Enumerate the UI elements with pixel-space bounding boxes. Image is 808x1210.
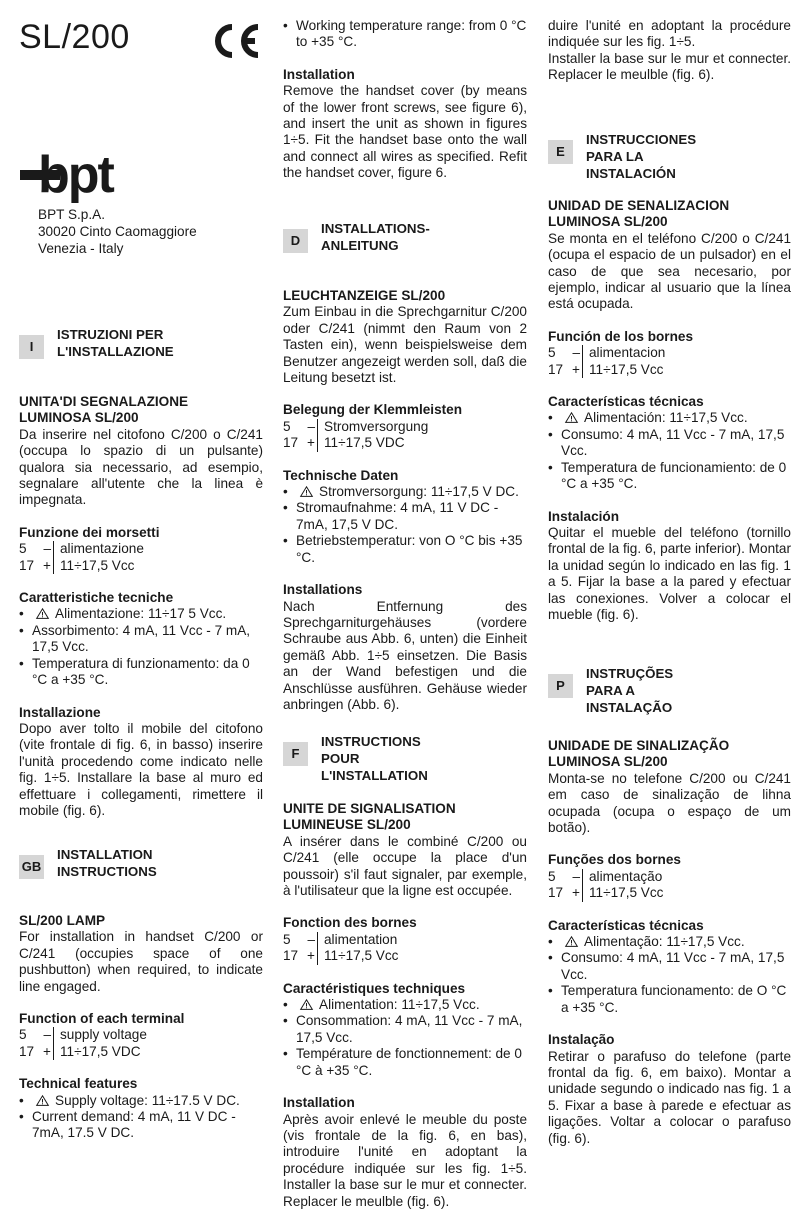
tech-heading-es: Características técnicas	[548, 394, 704, 410]
install-heading-es: Instalación	[548, 508, 620, 524]
section-body-it	[19, 394, 263, 819]
install-heading-it: Installazione	[19, 704, 101, 720]
tech-item: • Consumo: 4 mA, 11 Vcc - 7 mA, 17,5 Vcc.	[548, 950, 785, 982]
terminal-row: 17 + 11÷17,5 Vcc	[548, 885, 664, 901]
install-text-fr: Après avoir enlevé le meuble du poste (vis frontale de la fig. 6, en bas), introduire l'unité en adoptant la procédure indiquée sur les fig. 1÷5. Installer la base sur le mur et connecter. Replacer le meulble (fig. 6).	[283, 1111, 527, 1209]
section-body-es	[548, 198, 791, 623]
install-text-it: Dopo aver tolto il mobile del citofono (vite frontale di fig. 6, in basso) inserire l'unità procedendo come indicato nelle fig. 1÷5. Installare la base al muro ed effettuare i collegamenti, rimettere il mobile (fig. 6).	[19, 720, 263, 818]
tech-heading-it: Caratteristiche tecniche	[19, 590, 174, 606]
tech-item: • Working temperature range: from 0 °C to +35 °C.	[283, 18, 527, 50]
section-title-it: ISTRUZIONI PER L'INSTALLAZIONE	[57, 327, 174, 359]
tech-item: • Température de fonctionnement: de 0 °C à +35 °C.	[283, 1046, 522, 1078]
tech-item: • Consumo: 4 mA, 11 Vcc - 7 mA, 17,5 Vcc.	[548, 426, 785, 459]
tech-item: • Temperatura funcionamento: de O °C a +35 °C.	[548, 983, 787, 1015]
tech-item: • Alimentación: 11÷17,5 Vcc.	[548, 410, 748, 426]
tech-item: • Consommation: 4 mA, 11 Vcc - 7 mA, 17,5 Vcc.	[283, 1013, 523, 1045]
tech-heading-pt: Características técnicas	[548, 917, 704, 933]
model-title: SL/200	[19, 18, 130, 56]
lang-badge-it: I	[19, 335, 44, 359]
product-title-gb: SL/200 LAMP	[19, 913, 106, 928]
warning-triangle-icon	[36, 608, 49, 619]
section-body-gb-cont	[283, 18, 527, 182]
section-body-gb	[19, 913, 263, 1142]
section-title-pt: INSTRUÇÕES PARA A INSTALAÇÃO	[586, 666, 674, 715]
terminal-row: 5 – alimentazione	[19, 541, 144, 557]
lang-badge-de: D	[283, 229, 308, 253]
tech-item: • Temperatura de funcionamiento: de 0 °C a +35 °C.	[548, 459, 787, 492]
terminals-heading-fr: Fonction des bornes	[283, 915, 417, 931]
install-text-fr-cont: duire l'unité en adoptant la procédure indiquée sur les fig. 1÷5. Installer la base sur le mur et connecter. Replacer le meulble (fig. 6).	[548, 18, 791, 83]
product-title-fr: UNITE DE SIGNALISATION LUMINEUSE SL/200	[283, 801, 456, 833]
warning-triangle-icon	[565, 412, 578, 423]
section-title-gb: INSTALLATION INSTRUCTIONS	[57, 847, 157, 879]
terminals-heading-pt: Funções dos bornes	[548, 852, 681, 868]
tech-heading-fr: Caractéristiques techniques	[283, 980, 466, 996]
tech-item: • Alimentação: 11÷17,5 Vcc.	[548, 934, 745, 950]
terminals-heading-it: Funzione dei morsetti	[19, 524, 160, 540]
tech-item: • Alimentation: 11÷17,5 Vcc.	[283, 997, 480, 1013]
section-title-fr: INSTRUCTIONS POUR L'INSTALLATION	[321, 734, 428, 783]
product-title-it: UNITA'DI SEGNALAZIONE LUMINOSA SL/200	[19, 394, 189, 426]
intro-text-it: Da inserire nel citofono C/200 o C/241 (occupa lo spazio di un pulsante) qualora sia necessario, ad esempio, segnalare all'utente che la linea è impegnata.	[19, 426, 263, 508]
install-heading-de: Installations	[283, 582, 363, 598]
terminal-row: 17 + 11÷17,5 VDC	[19, 1043, 141, 1059]
lang-badge-es: E	[548, 140, 573, 164]
company-country: Venezia - Italy	[38, 241, 124, 256]
tech-item: • Current demand: 4 mA, 11 V DC - 7mA, 17.5 V DC.	[19, 1109, 236, 1141]
terminal-row: 5 – alimentacion	[548, 345, 666, 361]
terminal-row: 17 + 11÷17,5 Vcc	[19, 557, 135, 573]
tech-item: • Temperatura di funzionamento: da 0 °C a +35 °C.	[19, 655, 250, 688]
section-body-fr	[283, 801, 527, 1209]
intro-text-es: Se monta en el teléfono C/200 o C/241 (ocupa el espacio de un pulsador) en el caso de que sea necesario, por ejemplo, indicar al usuario que la línea está ocupada.	[548, 230, 791, 312]
tech-item: • Stromversorgung: 11÷17,5 V DC.	[283, 484, 519, 500]
product-title-es: UNIDAD DE SENALIZACION LUMINOSA SL/200	[548, 198, 730, 230]
tech-item: • Betriebstemperatur: von O °C bis +35 °C.	[283, 533, 523, 565]
section-body-fr-cont	[548, 18, 791, 84]
section-title-de: INSTALLATIONS- ANLEITUNG	[321, 221, 430, 253]
warning-triangle-icon	[300, 999, 313, 1010]
lang-badge-fr: F	[283, 742, 308, 766]
terminals-heading-de: Belegung der Klemmleisten	[283, 402, 463, 418]
lang-badge-pt: P	[548, 674, 573, 698]
svg-text:bpt: bpt	[38, 146, 113, 204]
install-text-de: Nach Entfernung des Sprechgarniturgehäuses (vordere Schraube aus Abb. 6, unten) die Einheit gemäß Abb. 1÷5 einsetzen. Die Basis an der Wand befestigen und die Anschlüsse ausführen. Gehäuse wieder anbringen (Abb. 6).	[283, 598, 527, 712]
company-name: BPT S.p.A.	[38, 207, 105, 222]
warning-triangle-icon	[565, 936, 578, 947]
install-text-pt: Retirar o parafuso do telefone (parte frontal da fig. 6, em baixo). Montar a unidade segundo o indicado nas fig. 1 a 5. Fixar a base à parede e efectuar as ligações. Voltar a colocar o parafuso (fig. 6).	[548, 1048, 791, 1146]
tech-heading-de: Technische Daten	[283, 467, 399, 483]
intro-text-fr: A insérer dans le combiné C/200 ou C/241 (elle occupe la place d'un poussoir) s'il faut signaler, par exemple, à l'utilisateur que la ligne est occupée.	[283, 833, 527, 899]
tech-item: • Supply voltage: 11÷17.5 V DC.	[19, 1092, 240, 1108]
warning-triangle-icon	[36, 1095, 49, 1106]
section-body-pt	[548, 738, 791, 1147]
terminal-row: 17 + 11÷17,5 VDC	[283, 435, 405, 451]
terminal-row: 17 + 11÷17,5 Vcc	[548, 361, 664, 377]
intro-text-de: Zum Einbau in die Sprechgarnitur C/200 oder C/241 (nimmt den Raum von 2 Tasten ein), wenn beispielsweise dem Benutzer angezeigt werden soll, daß die Leitung besetzt ist.	[283, 304, 527, 386]
lang-badge-gb: GB	[19, 855, 44, 879]
terminals-heading-gb: Function of each terminal	[19, 1011, 185, 1027]
tech-item: • Stromaufnahme: 4 mA, 11 V DC - 7mA, 17,5 V DC.	[283, 500, 499, 532]
install-text-es: Quitar el mueble del teléfono (tornillo frontal de la fig. 6, parte inferior). Montar la unidad según lo indicado en las fig. 1 a 5. Fijar la base a la pared y efectuar las conexiones. Volver a colocar el mueble (fig. 6).	[548, 524, 791, 622]
terminal-row: 5 – Stromversorgung	[283, 418, 429, 434]
terminals-heading-es: Función de los bornes	[548, 328, 694, 344]
section-body-de	[283, 288, 527, 713]
bpt-logo	[20, 148, 140, 204]
install-heading-pt: Instalação	[548, 1032, 615, 1048]
install-heading-gb: Installation	[283, 66, 355, 82]
terminal-row: 17 + 11÷17,5 Vcc	[283, 948, 399, 964]
terminal-row: 5 – alimentation	[283, 931, 398, 947]
ce-mark-icon	[210, 21, 262, 61]
install-text-gb: Remove the handset cover (by means of the lower front screws, see figure 6), and insert the unit as shown in figures 1÷5. Fit the handset base onto the wall and connect all wires as specified. Refit the handset cover, figure 6.	[283, 83, 527, 181]
warning-triangle-icon	[300, 486, 313, 497]
tech-item: • Assorbimento: 4 mA, 11 Vcc - 7 mA, 17,5 Vcc.	[19, 622, 251, 655]
intro-text-gb: For installation in handset C/200 or C/241 (occupies space of one pushbutton) when required, to indicate line engaged.	[19, 929, 263, 994]
section-title-es: INSTRUCCIONES PARA LA INSTALACIÓN	[586, 132, 697, 181]
company-city: 30020 Cinto Caomaggiore	[38, 224, 197, 239]
intro-text-pt: Monta-se no telefone C/200 ou C/241 em caso de sinalização de lihna ocupada (ocupa o espaço de um botão).	[548, 770, 791, 836]
tech-heading-gb: Technical features	[19, 1076, 138, 1092]
terminal-row: 5 – supply voltage	[19, 1027, 147, 1043]
company-address	[38, 206, 197, 257]
product-title-de: LEUCHTANZEIGE SL/200	[283, 288, 446, 303]
install-heading-fr: Installation	[283, 1095, 355, 1111]
tech-item: • Alimentazione: 11÷17 5 Vcc.	[19, 606, 227, 622]
product-title-pt: UNIDADE DE SINALIZAÇÃO LUMINOSA SL/200	[548, 738, 730, 770]
terminal-row: 5 – alimentação	[548, 868, 663, 884]
